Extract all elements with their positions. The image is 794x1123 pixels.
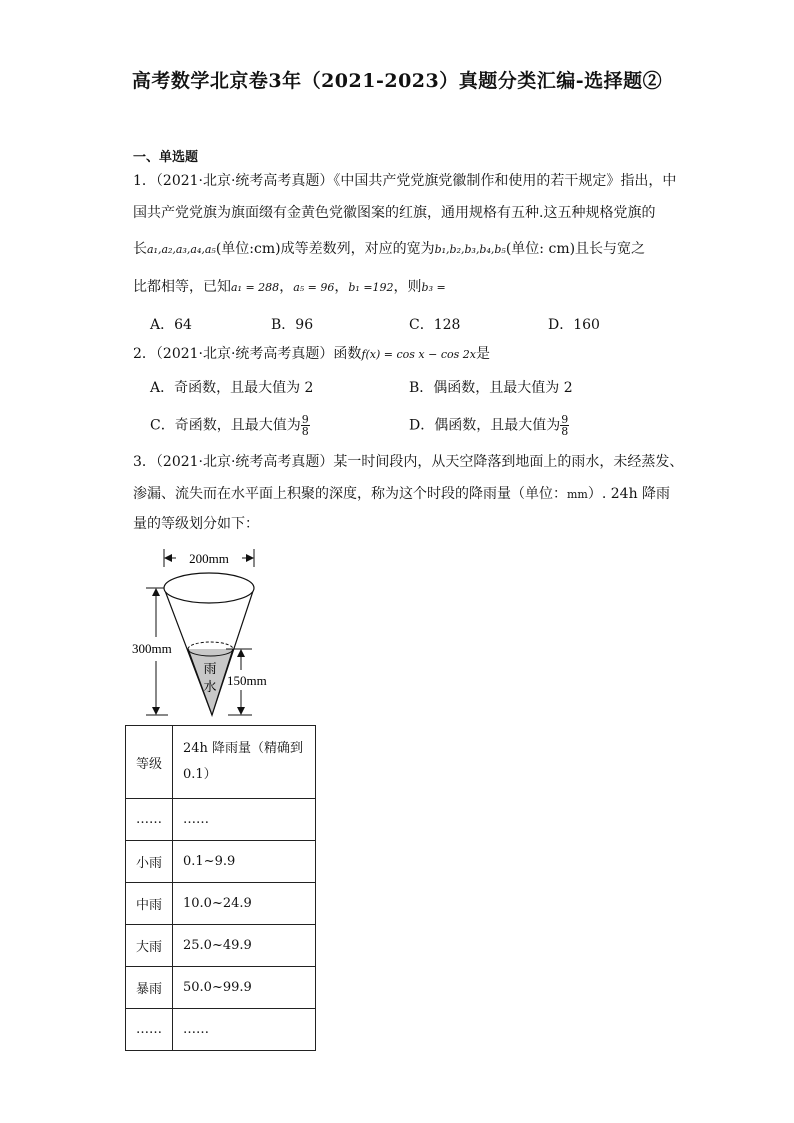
label-water-height: 150mm <box>227 673 267 688</box>
q1-seq-b: b₁,b₂,b₃,b₄,b₅ <box>434 243 506 256</box>
page-title: 高考数学北京卷3年（2021-2023）真题分类汇编-选择题② <box>131 70 663 92</box>
q1-option-a: A．64 <box>150 317 192 333</box>
q2-stem-post: 是 <box>475 346 490 362</box>
q1-sep-1: ， <box>279 279 294 295</box>
q3-line-2-pre: 渗漏、流失而在水平面上积聚的深度，称为这个时段的降雨量（单位： <box>133 486 567 502</box>
rain-label-1: 雨 <box>203 662 217 677</box>
header-rainfall-line-2: 0.1） <box>183 767 217 782</box>
section-heading: 一、单选题 <box>133 150 199 165</box>
q1-ask-b3: b₃ = <box>421 281 446 294</box>
rainfall-grade-table <box>125 725 316 1051</box>
q2-option-d-text: D．偶函数，且最大值为 <box>409 417 561 434</box>
frac-numerator: 9 <box>301 413 309 426</box>
frac-denominator: 8 <box>301 425 309 438</box>
q1-line-2: 国共产党党旗为旗面缀有金黄色党徽图案的红旗，通用规格有五种.这五种规格党旗的 <box>133 205 656 221</box>
label-height: 300mm <box>132 641 172 656</box>
water-surface-back <box>188 642 233 649</box>
table-row <box>126 841 316 883</box>
q1-line-3 <box>133 239 645 260</box>
q1-sep-2: ， <box>334 279 349 295</box>
q2-stem <box>133 344 490 365</box>
q1-line-3-pre: 长 <box>133 241 147 257</box>
frac-numerator: 9 <box>561 413 569 426</box>
rainfall-cell: 10.0~24.9 <box>173 883 316 925</box>
header-rainfall <box>173 726 316 799</box>
q3-line-3: 量的等级划分如下： <box>133 516 259 532</box>
q2-option-c <box>150 414 310 437</box>
q2-option-b: B．偶函数，且最大值为 2 <box>409 380 573 396</box>
q3-line-1: 3．（2021·北京·统考高考真题）某一时间段内，从天空降落到地面上的雨水，未经蒸发、 <box>133 454 684 470</box>
q2-function: f(x) = cos x − cos 2x <box>361 348 476 361</box>
q2-option-c-text: C．奇函数，且最大值为 <box>150 417 301 434</box>
table-row <box>126 967 316 1009</box>
q1-seq-a: a₁,a₂,a₃,a₄,a₅ <box>147 243 216 256</box>
cone-rim <box>164 573 254 603</box>
table-row <box>126 799 316 841</box>
q1-option-c: C．128 <box>409 317 461 333</box>
q2-option-a: A．奇函数，且最大值为 2 <box>150 380 314 396</box>
grade-cell: …… <box>126 799 173 841</box>
q2-stem-pre: 2．（2021·北京·统考高考真题）函数 <box>133 346 362 362</box>
q1-line-3-mid: (单位:cm)成等差数列，对应的宽为 <box>215 241 435 257</box>
label-top-width: 200mm <box>189 551 229 566</box>
q1-line-4-post: ，则 <box>393 279 422 295</box>
q2-option-d <box>409 414 569 437</box>
table-row <box>126 925 316 967</box>
table-header-row <box>126 726 316 799</box>
q2-option-c-fraction <box>301 414 310 437</box>
q1-given-b1: b₁ =192 <box>348 281 394 294</box>
q3-line-2 <box>133 484 670 505</box>
header-rainfall-line-1: 24h 降雨量（精确到 <box>183 741 304 756</box>
rainfall-cell: …… <box>173 1009 316 1051</box>
table-row <box>126 1009 316 1051</box>
q1-line-4-pre: 比都相等，已知 <box>133 279 231 295</box>
rainfall-cell: 0.1~9.9 <box>173 841 316 883</box>
q1-option-d: D．160 <box>548 317 600 333</box>
q1-line-4 <box>133 277 446 298</box>
rain-label-2: 水 <box>203 680 217 695</box>
rainfall-cell: 50.0~99.9 <box>173 967 316 1009</box>
header-grade: 等级 <box>126 726 173 799</box>
q3-line-2-post: ）. 24h 降雨 <box>587 486 671 502</box>
grade-cell: 中雨 <box>126 883 173 925</box>
grade-cell: 大雨 <box>126 925 173 967</box>
rainfall-cell: …… <box>173 799 316 841</box>
frac-denominator: 8 <box>561 425 569 438</box>
grade-cell: 小雨 <box>126 841 173 883</box>
rain-gauge-diagram <box>128 545 288 720</box>
q1-line-1: 1．（2021·北京·统考高考真题）《中国共产党党旗党徽制作和使用的若干规定》指出，中 <box>133 173 677 189</box>
table-row <box>126 883 316 925</box>
grade-cell: 暴雨 <box>126 967 173 1009</box>
q1-given-a1: a₁ = 288 <box>231 281 280 294</box>
q1-given-a5: a₅ = 96 <box>293 281 335 294</box>
q1-line-3-post: (单位: cm)且长与宽之 <box>505 241 646 257</box>
q1-option-b: B．96 <box>271 317 314 333</box>
rainfall-cell: 25.0~49.9 <box>173 925 316 967</box>
q3-unit: mm <box>567 488 588 501</box>
grade-cell: …… <box>126 1009 173 1051</box>
q2-option-d-fraction <box>560 414 569 437</box>
